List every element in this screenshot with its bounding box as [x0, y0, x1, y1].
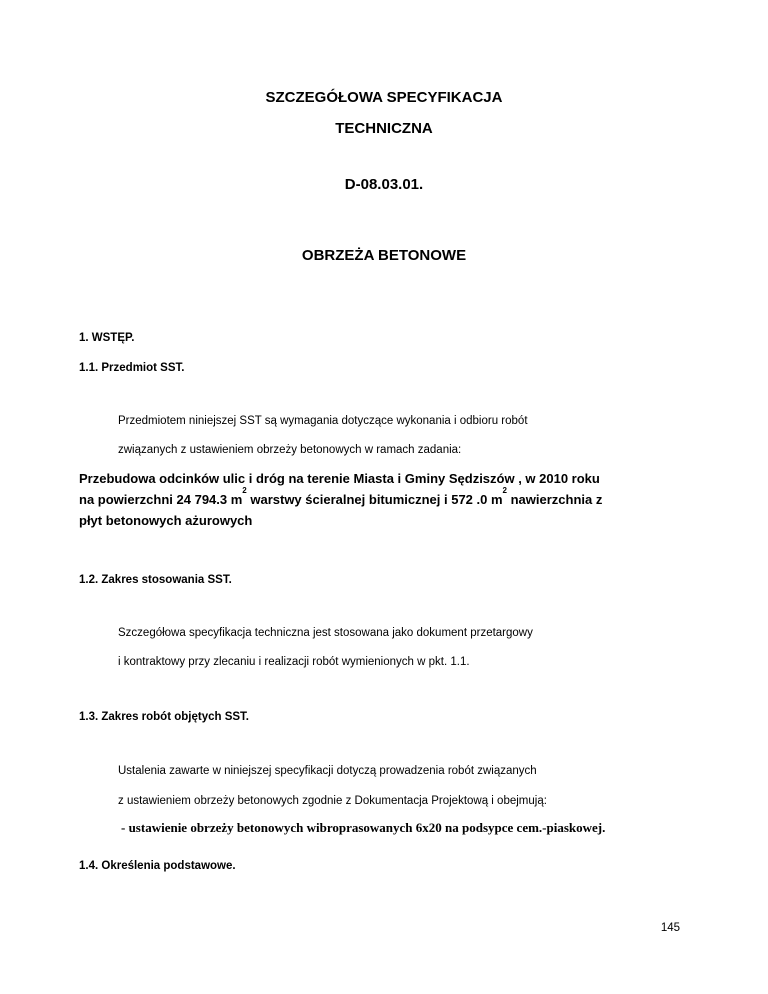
section-1-3-line-1: Ustalenia zawarte w niniejszej specyfikacji dotyczą prowadzenia robót związanych [118, 765, 537, 777]
section-1-heading: 1. WSTĘP. [79, 332, 135, 344]
square-superscript-2: 2 [502, 486, 507, 495]
section-1-3-heading: 1.3. Zakres robót objętych SST. [79, 711, 249, 723]
page-number: 145 [660, 922, 680, 934]
section-1-2-line-2: i kontraktowy przy zlecaniu i realizacji robót wymienionych w pkt. 1.1. [118, 656, 470, 668]
spec-subject: OBRZEŻA BETONOWE [301, 247, 467, 264]
project-surface-type: nawierzchnia z [506, 492, 603, 507]
title-line-2: TECHNICZNA [335, 120, 433, 137]
section-1-2-line-1: Szczegółowa specyfikacja techniczna jest stosowana jako dokument przetargowy [118, 627, 533, 639]
project-line-1: Przebudowa odcinków ulic i dróg na terenie Miasta i Gminy Sędziszów , w 2010 roku [79, 471, 600, 486]
section-1-1-line-1: Przedmiotem niniejszej SST są wymagania dotyczące wykonania i odbioru robót [118, 415, 528, 427]
project-area-2: warstwy ścieralnej bitumicznej i 572 .0 m [246, 492, 503, 507]
section-1-3-line-2: z ustawieniem obrzeży betonowych zgodnie z Dokumentacja Projektową i obejmują: [118, 795, 547, 807]
title-line-1: SZCZEGÓŁOWA SPECYFIKACJA [265, 89, 503, 106]
section-1-1-line-2: związanych z ustawieniem obrzeży betonowych w ramach zadania: [118, 444, 462, 456]
square-superscript-1: 2 [242, 486, 247, 495]
section-1-3-bullet: - ustawienie obrzeży betonowych wibroprasowanych 6x20 na podsypce cem.-piaskowej. [121, 820, 606, 835]
section-1-4-heading: 1.4. Określenia podstawowe. [79, 860, 236, 872]
project-line-2 [79, 486, 603, 510]
spec-code: D-08.03.01. [344, 176, 424, 193]
section-1-2-heading: 1.2. Zakres stosowania SST. [79, 574, 232, 586]
project-line-3: płyt betonowych ażurowych [79, 513, 253, 528]
section-1-1-heading: 1.1. Przedmiot SST. [79, 362, 185, 374]
project-area-1: na powierzchni 24 794.3 m [79, 492, 243, 507]
